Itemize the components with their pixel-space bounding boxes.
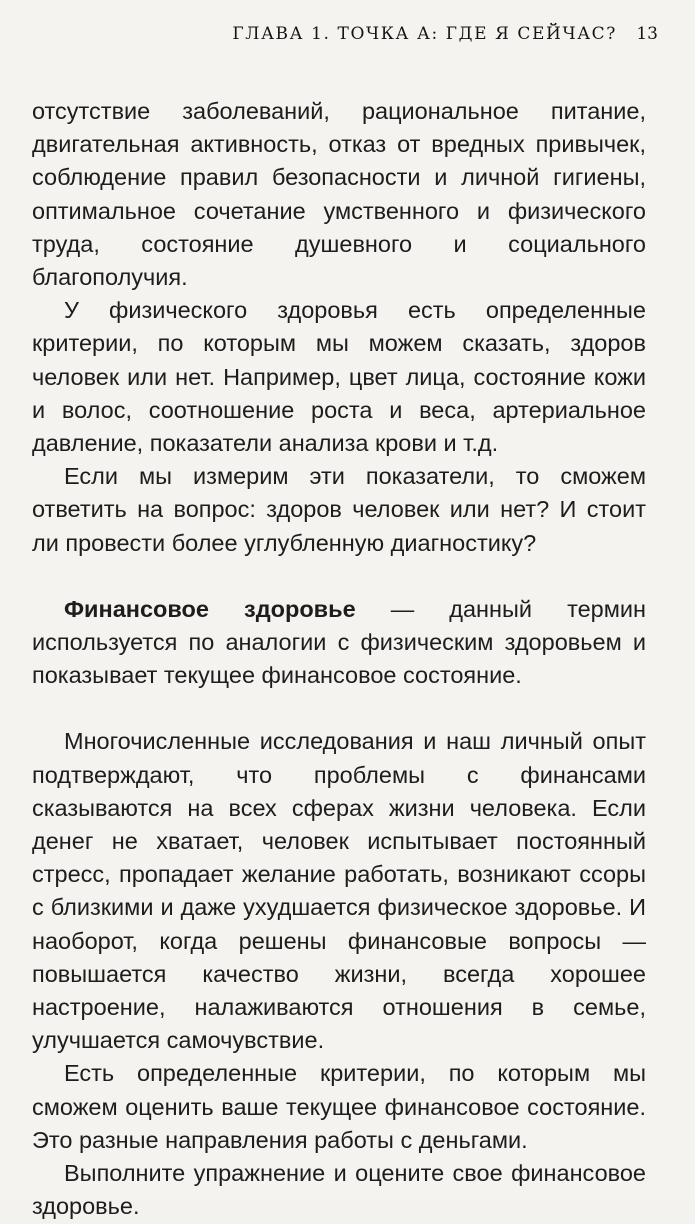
paragraph-gap-1 [32, 560, 646, 593]
paragraph-7: Выполните упражнение и оцените свое финансовое здоровье. [32, 1160, 646, 1220]
paragraph-4-text: — данный термин используется по аналогии с физическим здоровьем и показывает текущее финансовое состояние. [32, 595, 646, 689]
paragraph-6: Есть определенные критерии, по которым мы сможем оценить ваше текущее финансовое состояние. Это разные направления работы с деньгами. [32, 1060, 646, 1153]
paragraph-gap-2 [32, 692, 646, 725]
paragraph-4 [32, 593, 646, 693]
paragraph-3: Если мы измерим эти показатели, то сможем ответить на вопрос: здоров человек или нет? И стоит ли провести более углубленную диагностику? [32, 463, 646, 556]
page-number: 13 [636, 24, 658, 44]
term-financial-health: Финансовое здоровье [64, 595, 356, 622]
page-body [32, 95, 646, 1224]
running-head: ГЛАВА 1. ТОЧКА А: ГДЕ Я СЕЙЧАС? [232, 24, 617, 44]
page-header [0, 20, 695, 54]
paragraph-5: Многочисленные исследования и наш личный опыт подтверждают, что проблемы с финансами сказываются на всех сферах жизни человека. Если денег не хватает, человек испытывает постоянный стресс, пропадает желание работать, возникают ссоры с близкими и даже ухудшается физическое здоровье. И наоборот, когда решены финансовые вопросы — повышается качество жизни, всегда хорошее настроение, налаживаются отношения в семье, улучшается самочувствие. [32, 728, 646, 1054]
paragraph-2: У физического здоровья есть определенные критерии, по которым мы можем сказать, здоров человек или нет. Например, цвет лица, состояние кожи и волос, соотношение роста и веса, артериальное давление, показатели анализа крови и т.д. [32, 297, 646, 457]
paragraph-1: отсутствие заболеваний, рациональное питание, двигательная активность, отказ от вредных привычек, соблюдение правил безопасности и личной гигиены, оптимальное сочетание умственного и физического труда, состояние душевного и социального благополучия. [32, 98, 646, 291]
